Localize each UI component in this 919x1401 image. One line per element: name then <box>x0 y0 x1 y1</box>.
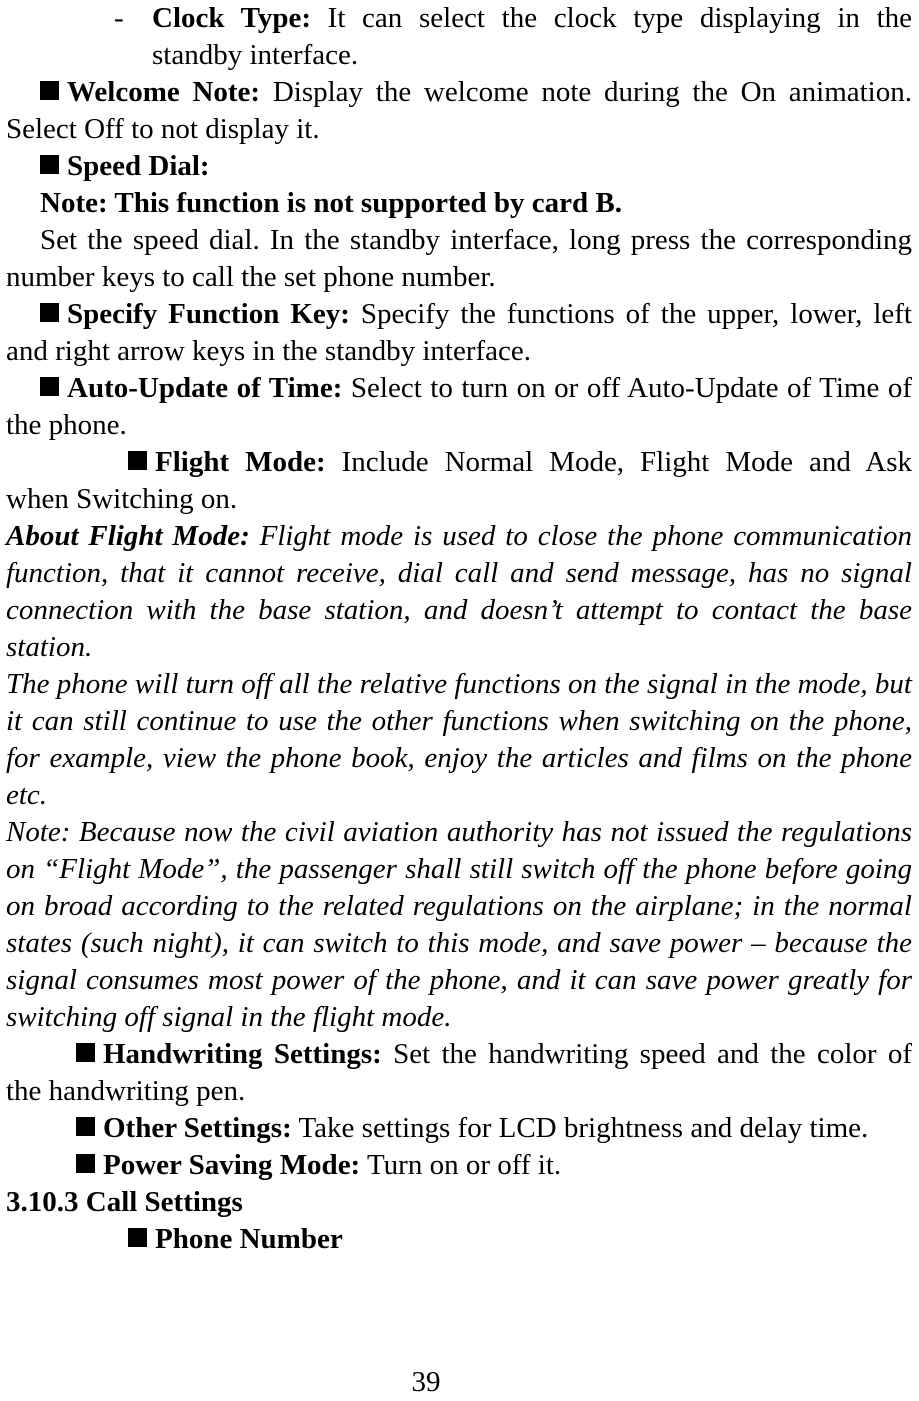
item-text: Include Normal Mode, Flight Mode and Ask when Switching on. <box>6 446 912 515</box>
bullet-square-icon <box>40 303 59 322</box>
speed-dial-item <box>6 148 912 185</box>
page-number: 39 <box>411 1366 441 1398</box>
phone-number-item <box>6 1221 912 1258</box>
other-settings-item <box>6 1110 912 1147</box>
list-dash: - <box>114 2 124 34</box>
bullet-square-icon <box>40 377 59 396</box>
item-term: Specify Function Key: <box>67 298 350 330</box>
about-text: Flight mode is used to close the phone communication function, that it cannot receive, dial call and send message, has no signal connection with the base station, and doesn’t attempt to contact the base station. <box>6 520 912 663</box>
specify-function-key-item <box>6 296 912 370</box>
item-text: Display the welcome note during the On animation. Select Off to not display it. <box>6 76 912 145</box>
speed-dial-note: Note: This function is not supported by card B. <box>40 187 622 219</box>
item-text: It can select the clock type displaying in the standby interface. <box>152 2 912 71</box>
bullet-square-icon <box>76 1117 95 1136</box>
flight-mode-item <box>6 444 912 518</box>
item-text: Turn on or off it. <box>360 1149 562 1181</box>
bullet-square-icon <box>128 1228 147 1247</box>
item-term: Handwriting Settings: <box>103 1038 382 1070</box>
flight-mode-note: Note: Because now the civil aviation authority has not issued the regulations on “Flight Mode”, the passenger shall still switch off the phone before going on broad according to the related regulations on the airplane; in the normal states (such night), it can switch to this mode, and save power – because the signal consumes most power of the phone, and it can save power greatly for switching off signal in the flight mode. <box>6 816 912 1033</box>
item-term: Speed Dial: <box>67 150 210 182</box>
section-heading: 3.10.3 Call Settings <box>6 1186 243 1218</box>
bullet-square-icon <box>76 1043 95 1062</box>
about-flight-mode <box>6 518 912 666</box>
item-term: Other Settings: <box>103 1112 292 1144</box>
item-text: Select to turn on or off Auto-Update of Time of the phone. <box>6 372 912 441</box>
clock-type-item <box>6 0 912 74</box>
bullet-square-icon <box>40 81 59 100</box>
bullet-square-icon <box>40 155 59 174</box>
item-term: Phone Number <box>155 1223 343 1255</box>
item-text: Specify the functions of the upper, lower, left and right arrow keys in the standby interface. <box>6 298 912 367</box>
handwriting-settings-item <box>6 1036 912 1110</box>
speed-dial-desc: Set the speed dial. In the standby interface, long press the corresponding number keys to call the set phone number. <box>6 224 912 293</box>
item-term: Power Saving Mode: <box>103 1149 361 1181</box>
flight-mode-para: The phone will turn off all the relative functions on the signal in the mode, but it can still continue to use the other functions when switching on the phone, for example, view the phone book, enjoy the articles and films on the phone etc. <box>6 668 912 811</box>
item-text: Set the handwriting speed and the color of the handwriting pen. <box>6 1038 912 1107</box>
bullet-square-icon <box>76 1154 95 1173</box>
item-term: Welcome Note: <box>67 76 261 108</box>
item-term: Auto-Update of Time: <box>67 372 343 404</box>
bullet-square-icon <box>128 451 147 470</box>
auto-update-time-item <box>6 370 912 444</box>
welcome-note-item <box>6 74 912 148</box>
item-term: Flight Mode: <box>155 446 326 478</box>
power-saving-mode-item <box>6 1147 912 1184</box>
about-term: About Flight Mode: <box>6 520 250 552</box>
document-page <box>6 0 912 1258</box>
item-term: Clock Type: <box>152 2 311 34</box>
item-text: Take settings for LCD brightness and delay time. <box>291 1112 869 1144</box>
